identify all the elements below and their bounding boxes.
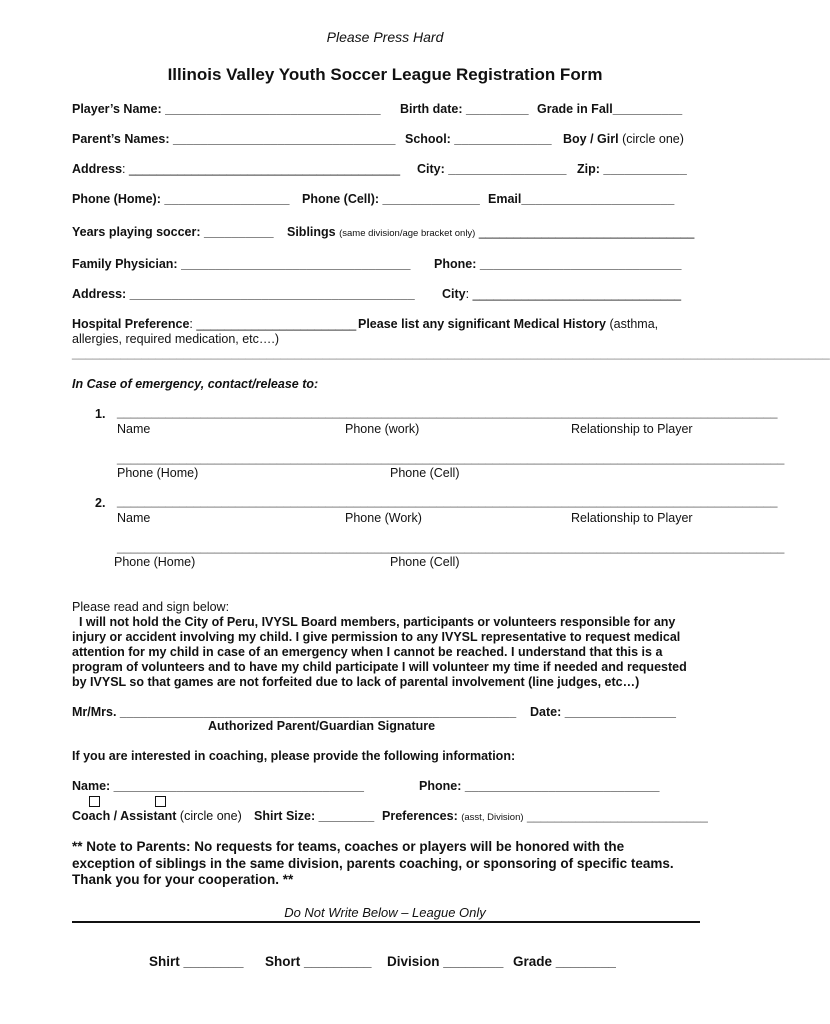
medical-history-field[interactable]	[358, 317, 658, 331]
contact-1-number: 1.	[95, 407, 106, 421]
coach-checkbox[interactable]	[89, 796, 100, 807]
press-hard-note: Please Press Hard	[326, 29, 444, 45]
release-line: attention for my child in case of an emergency when I cannot be reached. I understand that this is a	[72, 645, 663, 659]
siblings-note: (same division/age bracket only)	[339, 228, 476, 239]
medical-history-note: (asthma,	[609, 317, 659, 331]
contact-2-line-2[interactable]: ________________________________________________________________________________________________	[117, 540, 785, 554]
contact-2-cell-label: Phone (Cell)	[390, 555, 460, 569]
school-field[interactable]: School: ______________	[405, 132, 552, 146]
release-line: program of volunteers and to have my child participate I will volunteer my time if needed and requested	[72, 660, 687, 674]
medical-history-line[interactable]: _____________________________________________________________________________________________________________	[72, 346, 830, 360]
coach-phone-field[interactable]: Phone: ____________________________	[419, 779, 660, 793]
coach-assistant-label: Coach / Assistant	[72, 809, 177, 823]
years-playing-field[interactable]: Years playing soccer: __________	[72, 225, 274, 239]
release-paragraph	[72, 615, 702, 690]
contact-1-line-2[interactable]: ________________________________________________________________________________________________	[117, 451, 785, 465]
preferences-label: Preferences:	[382, 809, 458, 823]
medical-history-label: Please list any significant Medical History	[358, 317, 607, 331]
release-line: I will not hold the City of Peru, IVYSL Board members, participants or volunteers responsible for any	[72, 615, 676, 629]
hospital-line: : _______________________	[189, 317, 357, 331]
preferences-note: (asst, Division)	[461, 812, 524, 823]
release-line: by IVYSL so that games are not forfeited due to lack of parental involvement (line judges, etc…)	[72, 675, 640, 689]
physician-address-field[interactable]: Address: _________________________________________	[72, 287, 415, 301]
contact-2-home-label: Phone (Home)	[114, 555, 196, 569]
note-to-parents	[72, 839, 674, 889]
city-label: City	[442, 287, 466, 301]
coaching-heading: If you are interested in coaching, please provide the following information:	[72, 749, 516, 763]
physician-city-field[interactable]	[442, 287, 681, 301]
shirt-size-field[interactable]: Shirt Size: ________	[254, 809, 375, 823]
note-line: exception of siblings in the same division, parents coaching, or sponsoring of specific teams.	[72, 855, 674, 871]
contact-1-line[interactable]: _______________________________________________________________________________________________	[117, 405, 778, 419]
signature-caption: Authorized Parent/Guardian Signature	[208, 719, 436, 733]
preferences-line: __________________________	[527, 809, 708, 823]
league-division-field[interactable]: Division ________	[387, 954, 504, 969]
note-line: Thank you for your cooperation. **	[72, 872, 294, 887]
physician-phone-field[interactable]: Phone: _____________________________	[434, 257, 682, 271]
boy-girl-choice[interactable]	[563, 132, 684, 146]
league-shirt-field[interactable]: Shirt ________	[149, 954, 244, 969]
phone-cell-field[interactable]: Phone (Cell): ______________	[302, 192, 480, 206]
emergency-heading: In Case of emergency, contact/release to:	[72, 377, 319, 391]
phone-home-field[interactable]: Phone (Home): __________________	[72, 192, 290, 206]
note-line: ** Note to Parents: No requests for teams, coaches or players will be honored with the	[72, 839, 625, 854]
address-label: Address	[72, 162, 123, 176]
contact-2-line[interactable]: _______________________________________________________________________________________________	[117, 494, 778, 508]
preferences-field[interactable]	[382, 809, 708, 823]
date-field[interactable]: Date: ________________	[530, 705, 676, 719]
assistant-checkbox[interactable]	[155, 796, 166, 807]
contact-1-relationship-label: Relationship to Player	[571, 422, 693, 436]
address-line: : _______________________________________	[122, 162, 401, 176]
contact-1-home-label: Phone (Home)	[117, 466, 199, 480]
league-only-label: Do Not Write Below – League Only	[284, 905, 486, 920]
hospital-preference-field[interactable]	[72, 317, 356, 331]
birth-date-field[interactable]: Birth date: _________	[400, 102, 529, 116]
league-only-divider	[72, 921, 700, 923]
release-line: injury or accident involving my child. I give permission to any IVYSL representative to request medical	[72, 630, 681, 644]
coach-name-field[interactable]: Name: ____________________________________	[72, 779, 364, 793]
contact-1-name-label: Name	[117, 422, 151, 436]
siblings-line: _______________________________	[478, 225, 695, 239]
coach-circle-one-note: (circle one)	[179, 809, 242, 823]
medical-history-continued: allergies, required medication, etc….)	[72, 332, 280, 346]
email-field[interactable]: Email______________________	[488, 192, 675, 206]
contact-1-work-label: Phone (work)	[345, 422, 420, 436]
city-field[interactable]: City: _________________	[417, 162, 567, 176]
contact-2-number: 2.	[95, 496, 106, 510]
zip-field[interactable]: Zip: ____________	[577, 162, 687, 176]
grade-field[interactable]: Grade in Fall__________	[537, 102, 683, 116]
siblings-field[interactable]	[287, 225, 694, 239]
contact-2-relationship-label: Relationship to Player	[571, 511, 693, 525]
boy-girl-label: Boy / Girl	[563, 132, 619, 146]
coach-assistant-choice[interactable]	[72, 809, 242, 823]
hospital-label: Hospital Preference	[72, 317, 190, 331]
form-title: Illinois Valley Youth Soccer League Registration Form	[167, 65, 603, 84]
city-line: : ______________________________	[465, 287, 682, 301]
family-physician-field[interactable]: Family Physician: _________________________________	[72, 257, 411, 271]
league-short-field[interactable]: Short _________	[265, 954, 372, 969]
address-field[interactable]	[72, 162, 400, 176]
siblings-label: Siblings	[287, 225, 336, 239]
signature-field[interactable]: Mr/Mrs. _________________________________________________________	[72, 705, 517, 719]
parents-names-field[interactable]: Parent’s Names: ________________________________	[72, 132, 396, 146]
players-name-field[interactable]: Player’s Name: _______________________________	[72, 102, 381, 116]
contact-1-cell-label: Phone (Cell)	[390, 466, 460, 480]
league-grade-field[interactable]: Grade ________	[513, 954, 616, 969]
release-intro: Please read and sign below:	[72, 600, 230, 614]
circle-one-note: (circle one)	[622, 132, 684, 146]
contact-2-name-label: Name	[117, 511, 151, 525]
contact-2-work-label: Phone (Work)	[345, 511, 422, 525]
